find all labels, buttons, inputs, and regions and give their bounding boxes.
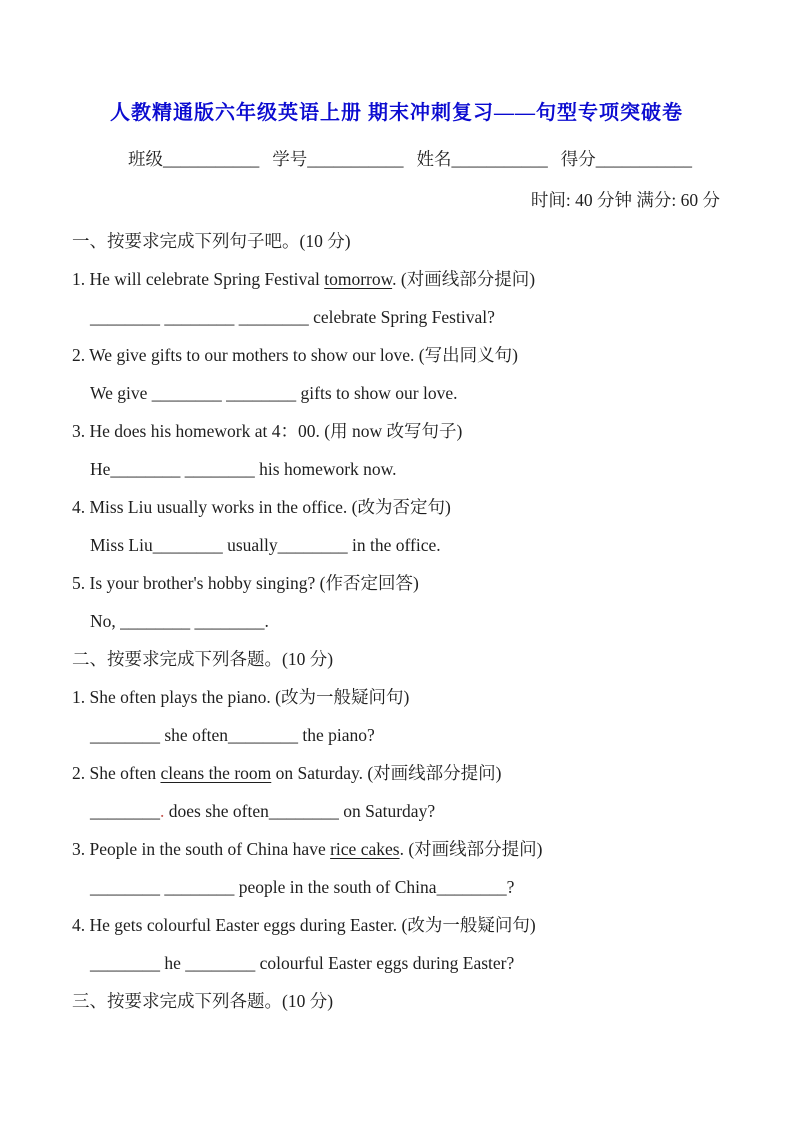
- question-line: [72, 420, 755, 443]
- info-field-label: 姓名: [416, 149, 452, 169]
- answer-blank-line: [90, 306, 755, 329]
- text-segment: 4. He gets colourful Easter eggs during Easter. (改为一般疑问句): [72, 915, 536, 935]
- question-line: [72, 496, 755, 519]
- answer-blank-line: [90, 952, 755, 975]
- text-segment: . (对画线部分提问): [399, 839, 543, 859]
- text-segment: 3. People in the south of China have: [72, 839, 331, 859]
- text-segment: ________ she often________ the piano?: [90, 725, 375, 745]
- student-info-line: [128, 148, 705, 171]
- text-segment: 2. We give gifts to our mothers to show our love. (写出同义句): [72, 345, 518, 365]
- text-segment: does she often________ on Saturday?: [164, 801, 436, 821]
- text-segment: No, ________ ________.: [90, 611, 269, 631]
- answer-blank-line: [90, 534, 755, 557]
- text-segment: ________: [90, 801, 160, 821]
- info-field-blank: ___________: [451, 149, 548, 169]
- text-segment: Miss Liu________ usually________ in the office.: [90, 535, 441, 555]
- section-heading-2: 二、按要求完成下列各题。(10 分): [72, 649, 334, 669]
- question-line: [72, 838, 755, 861]
- text-segment: 1. She often plays the piano. (改为一般疑问句): [72, 687, 410, 707]
- text-segment: 5. Is your brother's hobby singing? (作否定回答): [72, 573, 419, 593]
- text-segment: ________ ________ ________ celebrate Spring Festival?: [90, 307, 495, 327]
- text-segment: 3. He does his homework at 4：00. (用 now 改写句子): [72, 421, 463, 441]
- info-field-label: 得分: [560, 149, 596, 169]
- text-segment: 4. Miss Liu usually works in the office. (改为否定句): [72, 497, 451, 517]
- underlined-phrase: rice cakes: [330, 839, 400, 859]
- text-segment: ________ ________ people in the south of China________?: [90, 877, 515, 897]
- section-heading-3: 三、按要求完成下列各题。(10 分): [72, 991, 334, 1011]
- info-field-blank: ___________: [595, 149, 692, 169]
- info-field-3: [417, 149, 548, 169]
- info-field-blank: ___________: [307, 149, 404, 169]
- question-line: [72, 914, 755, 937]
- answer-blank-line: [90, 458, 755, 481]
- time-score-line: 时间: 40 分钟 满分: 60 分: [530, 190, 720, 210]
- text-segment: . (对画线部分提问): [392, 269, 536, 289]
- text-segment: 1. He will celebrate Spring Festival: [72, 269, 325, 289]
- info-field-1: [128, 149, 259, 169]
- underlined-phrase: tomorrow: [324, 269, 393, 289]
- info-field-label: 班级: [128, 149, 163, 169]
- info-field-blank: ___________: [163, 149, 260, 169]
- text-segment: 2. She often: [72, 763, 161, 783]
- answer-blank-line: [90, 610, 755, 633]
- answer-blank-line: [90, 800, 755, 823]
- info-field-2: [272, 149, 403, 169]
- stray-red-mark: .: [160, 801, 165, 821]
- answer-blank-line: [90, 876, 755, 899]
- page-title: 人教精通版六年级英语上册 期末冲刺复习——句型专项突破卷: [110, 102, 683, 124]
- question-line: [72, 268, 755, 291]
- text-segment: He________ ________ his homework now.: [90, 459, 397, 479]
- info-field-label: 学号: [272, 149, 308, 169]
- underlined-phrase: cleans the room: [160, 763, 272, 783]
- answer-blank-line: [90, 382, 755, 405]
- info-field-4: [561, 149, 692, 169]
- answer-blank-line: [90, 724, 755, 747]
- question-line: [72, 344, 755, 367]
- question-line: [72, 686, 755, 709]
- section-heading-1: 一、按要求完成下列句子吧。(10 分): [72, 231, 351, 251]
- text-segment: We give ________ ________ gifts to show our love.: [90, 383, 458, 403]
- text-segment: ________ he ________ colourful Easter eggs during Easter?: [90, 953, 515, 973]
- question-line: [72, 572, 755, 595]
- exam-body: [72, 230, 755, 1028]
- question-line: [72, 762, 755, 785]
- text-segment: on Saturday. (对画线部分提问): [271, 763, 502, 783]
